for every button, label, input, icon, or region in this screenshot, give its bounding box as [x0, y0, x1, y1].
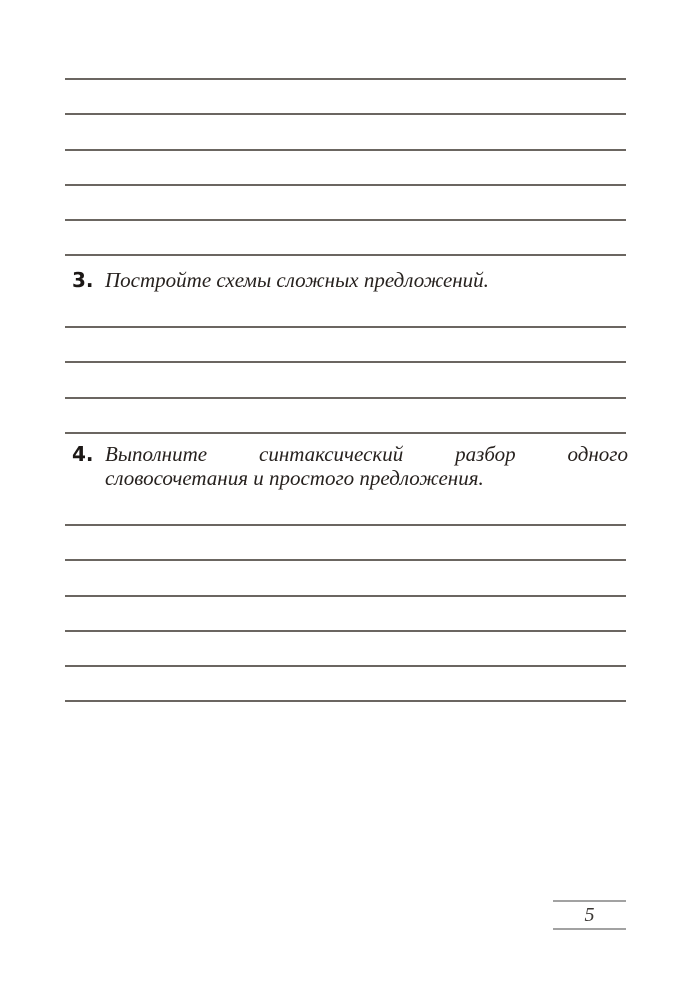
- writing-line: [65, 326, 626, 328]
- task-3-text: Постройте схемы сложных предложений.: [105, 268, 489, 292]
- writing-line: [65, 254, 626, 256]
- task-3: [72, 268, 628, 292]
- writing-line: [65, 149, 626, 151]
- writing-line: [65, 397, 626, 399]
- writing-line: [65, 595, 626, 597]
- writing-line: [65, 113, 626, 115]
- writing-line: [65, 184, 626, 186]
- writing-lines-middle: [65, 326, 626, 434]
- writing-line: [65, 665, 626, 667]
- page-number-bottom-rule: [553, 928, 626, 930]
- writing-lines-top: [65, 78, 626, 256]
- writing-line: [65, 432, 626, 434]
- writing-line: [65, 524, 626, 526]
- writing-line: [65, 219, 626, 221]
- writing-lines-bottom: [65, 524, 626, 702]
- task-4-number: 4.: [72, 442, 94, 466]
- page-number: 5: [584, 904, 595, 926]
- page-number-box: [553, 900, 626, 930]
- writing-line: [65, 630, 626, 632]
- writing-line: [65, 361, 626, 363]
- writing-line: [65, 559, 626, 561]
- task-4-text: Выполните синтаксический разбор одного словосочетания и простого предложения.: [105, 442, 628, 490]
- task-3-number: 3.: [72, 268, 94, 292]
- writing-line: [65, 700, 626, 702]
- writing-line: [65, 78, 626, 80]
- task-4: [72, 442, 628, 490]
